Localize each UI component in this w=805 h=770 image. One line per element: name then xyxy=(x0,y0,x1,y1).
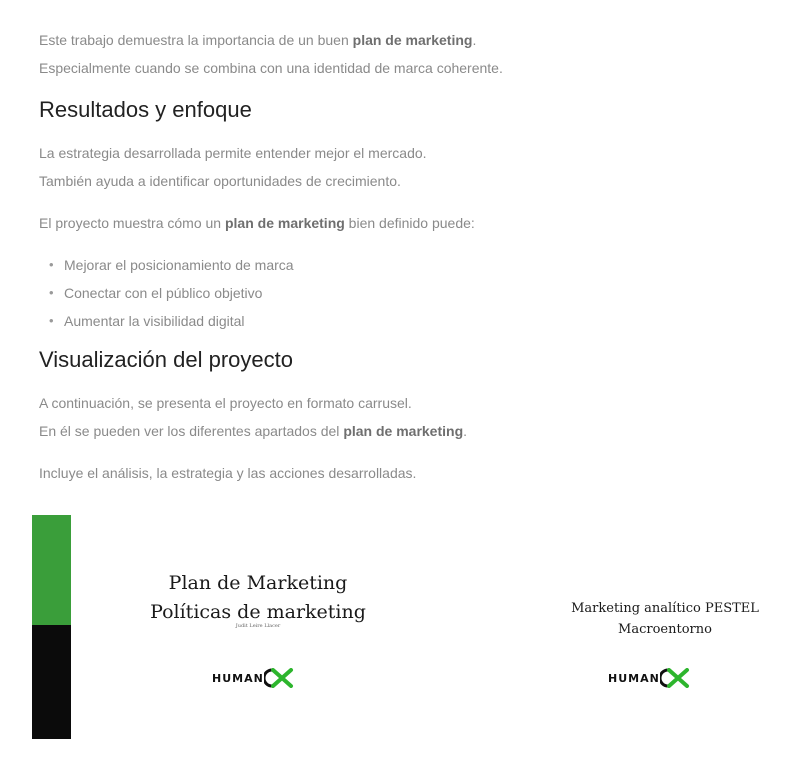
intro-paragraph-1: Este trabajo demuestra la importancia de un buen plan de marketing. xyxy=(39,32,477,48)
results-paragraph-1: La estrategia desarrollada permite entender mejor el mercado. xyxy=(39,145,427,161)
slide-1-title xyxy=(150,569,366,627)
intro-paragraph-2: Especialmente cuando se combina con una identidad de marca coherente. xyxy=(39,60,503,76)
humanx-logo: HUMAN xyxy=(212,668,294,688)
list-item: • Conectar con el público objetivo xyxy=(39,279,779,307)
humanx-x-icon xyxy=(660,668,690,688)
slide-2-title-line-1: Marketing analítico PESTEL xyxy=(571,601,759,616)
article-content xyxy=(39,0,779,487)
humanx-logo: HUMAN xyxy=(608,668,690,688)
heading-visualization: Visualización del proyecto xyxy=(39,347,293,372)
slide-2-title xyxy=(550,598,780,640)
slide-1-title-line-1: Plan de Marketing xyxy=(168,572,348,594)
results-paragraph-3: El proyecto muestra cómo un plan de marketing bien definido puede: xyxy=(39,215,475,231)
list-item: • Aumentar la visibilidad digital xyxy=(39,307,779,335)
slide-accent-green xyxy=(32,515,71,625)
bold-keyword: plan de marketing xyxy=(352,32,473,48)
slide-2-title-line-2: Macroentorno xyxy=(618,622,712,637)
list-item: • Mejorar el posicionamiento de marca xyxy=(39,251,779,279)
visual-paragraph-1: A continuación, se presenta el proyecto en formato carrusel. xyxy=(39,395,412,411)
slide-accent-black xyxy=(32,625,71,739)
visual-paragraph-3: Incluye el análisis, la estrategia y las acciones desarrolladas. xyxy=(39,465,417,481)
visual-paragraph-2: En él se pueden ver los diferentes apartados del plan de marketing. xyxy=(39,423,468,439)
benefits-list xyxy=(39,251,779,335)
humanx-x-icon xyxy=(264,668,294,688)
results-paragraph-2: También ayuda a identificar oportunidades de crecimiento. xyxy=(39,173,401,189)
heading-results: Resultados y enfoque xyxy=(39,97,252,122)
bullet-icon: • xyxy=(49,285,54,300)
bold-keyword: plan de marketing xyxy=(343,423,464,439)
slide-1-author: Judit Leire Llacer xyxy=(235,623,281,629)
slide-1-title-line-2: Políticas de marketing xyxy=(150,601,366,623)
bullet-icon: • xyxy=(49,257,54,272)
bold-keyword: plan de marketing xyxy=(224,215,345,231)
project-carousel[interactable] xyxy=(32,515,792,739)
bullet-icon: • xyxy=(49,313,54,328)
